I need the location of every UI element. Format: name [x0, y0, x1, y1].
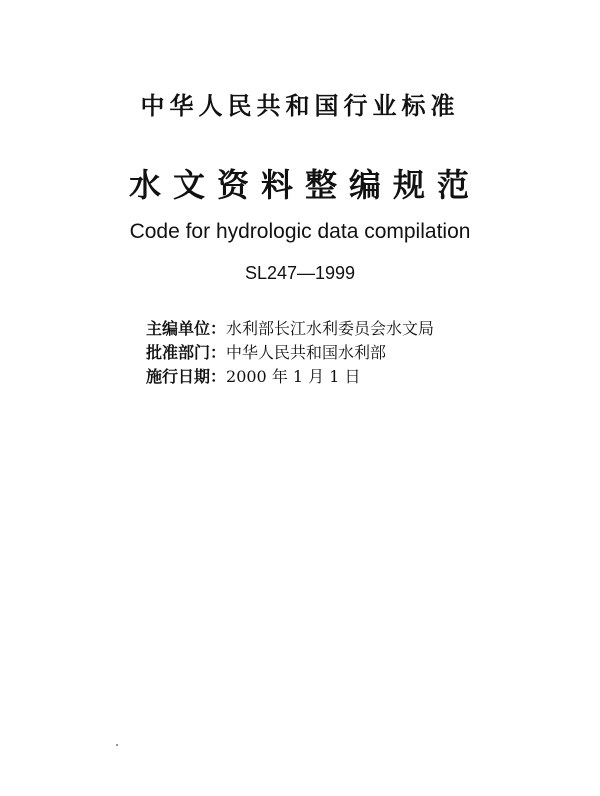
- standard-number: SL247—1999: [244, 263, 356, 283]
- document-title-english: Code for hydrologic data compilation: [129, 220, 471, 243]
- scan-speck: [116, 744, 118, 746]
- info-label: 批准部门：: [146, 343, 227, 362]
- info-row-approver: [146, 341, 434, 365]
- info-value: 中华人民共和国水利部: [226, 343, 387, 362]
- info-row-effective-date: [146, 365, 434, 389]
- standard-header: 中华人民共和国行业标准: [140, 92, 460, 120]
- info-label: 主编单位：: [146, 319, 227, 338]
- info-label: 施行日期：: [146, 367, 227, 386]
- info-value: 2000 年 1 月 1 日: [226, 367, 361, 386]
- info-row-editor: [146, 317, 434, 341]
- publication-info: [146, 317, 434, 389]
- info-value: 水利部长江水利委员会水文局: [226, 319, 435, 338]
- document-title-chinese: 水文资料整编规范: [128, 166, 481, 204]
